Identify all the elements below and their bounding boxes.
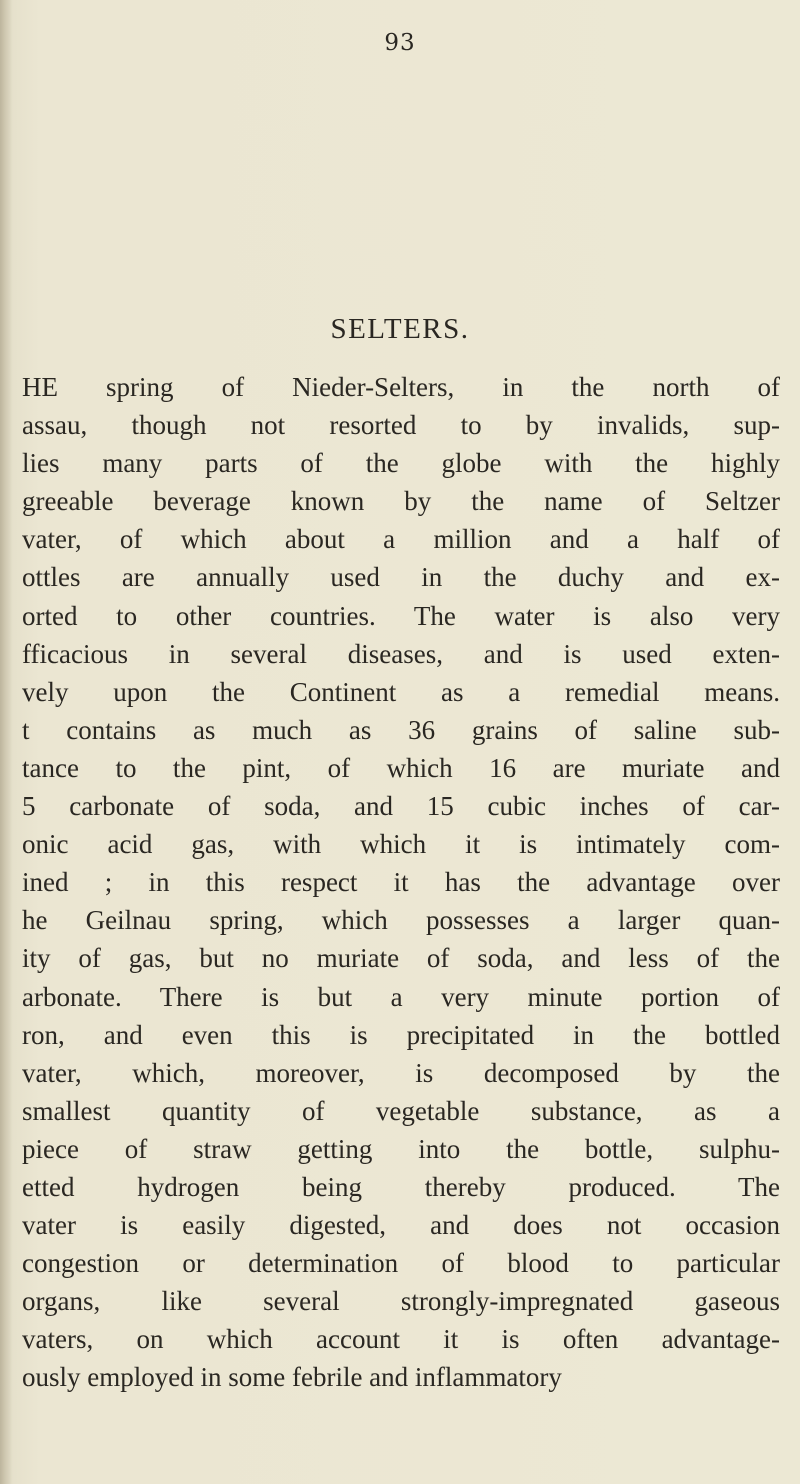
text-line: orted to other countries. The water is also very — [22, 600, 780, 631]
text-line: he Geilnau spring, which possesses a larger quan- — [22, 905, 780, 936]
text-line: vater, of which about a million and a half of — [22, 524, 780, 555]
text-line: piece of straw getting into the bottle, sulphu- — [22, 1133, 780, 1164]
text-line: fficacious in several diseases, and is used exten- — [22, 638, 780, 669]
text-line: ity of gas, but no muriate of soda, and less of the — [22, 943, 780, 974]
text-line: etted hydrogen being thereby produced. The — [22, 1171, 780, 1202]
text-line: assau, though not resorted to by invalids, sup- — [22, 410, 780, 441]
text-line: ron, and even this is precipitated in the bottled — [22, 1019, 780, 1050]
text-line: 5 carbonate of soda, and 15 cubic inches of car- — [22, 791, 780, 822]
text-line: ously employed in some febrile and inflammatory — [22, 1362, 562, 1393]
text-line: greeable beverage known by the name of Seltzer — [22, 486, 780, 517]
chapter-title: SELTERS. — [330, 313, 470, 345]
body-paragraph — [0, 368, 800, 1397]
text-line: vater is easily digested, and does not occasion — [22, 1210, 780, 1241]
text-line: ined ; in this respect it has the advantage over — [22, 867, 780, 898]
text-line: ottles are annually used in the duchy and ex- — [22, 562, 780, 593]
text-line: arbonate. There is but a very minute portion of — [22, 981, 780, 1012]
text-line: vater, which, moreover, is decomposed by the — [22, 1057, 780, 1088]
page-number: 93 — [384, 30, 416, 56]
text-line: t contains as much as 36 grains of saline sub- — [22, 714, 780, 745]
text-line: tance to the pint, of which 16 are muriate and — [22, 752, 780, 783]
text-line: smallest quantity of vegetable substance, as a — [22, 1095, 780, 1126]
text-line: HE spring of Nieder-Selters, in the north of — [22, 372, 780, 402]
text-line: organs, like several strongly-impregnated gaseous — [22, 1286, 780, 1317]
text-line: lies many parts of the globe with the highly — [22, 448, 780, 479]
text-line: vaters, on which account it is often advantage- — [22, 1324, 780, 1355]
text-line: congestion or determination of blood to particular — [22, 1248, 780, 1279]
text-line: vely upon the Continent as a remedial means. — [22, 676, 780, 707]
text-line: onic acid gas, with which it is intimately com- — [22, 829, 780, 860]
